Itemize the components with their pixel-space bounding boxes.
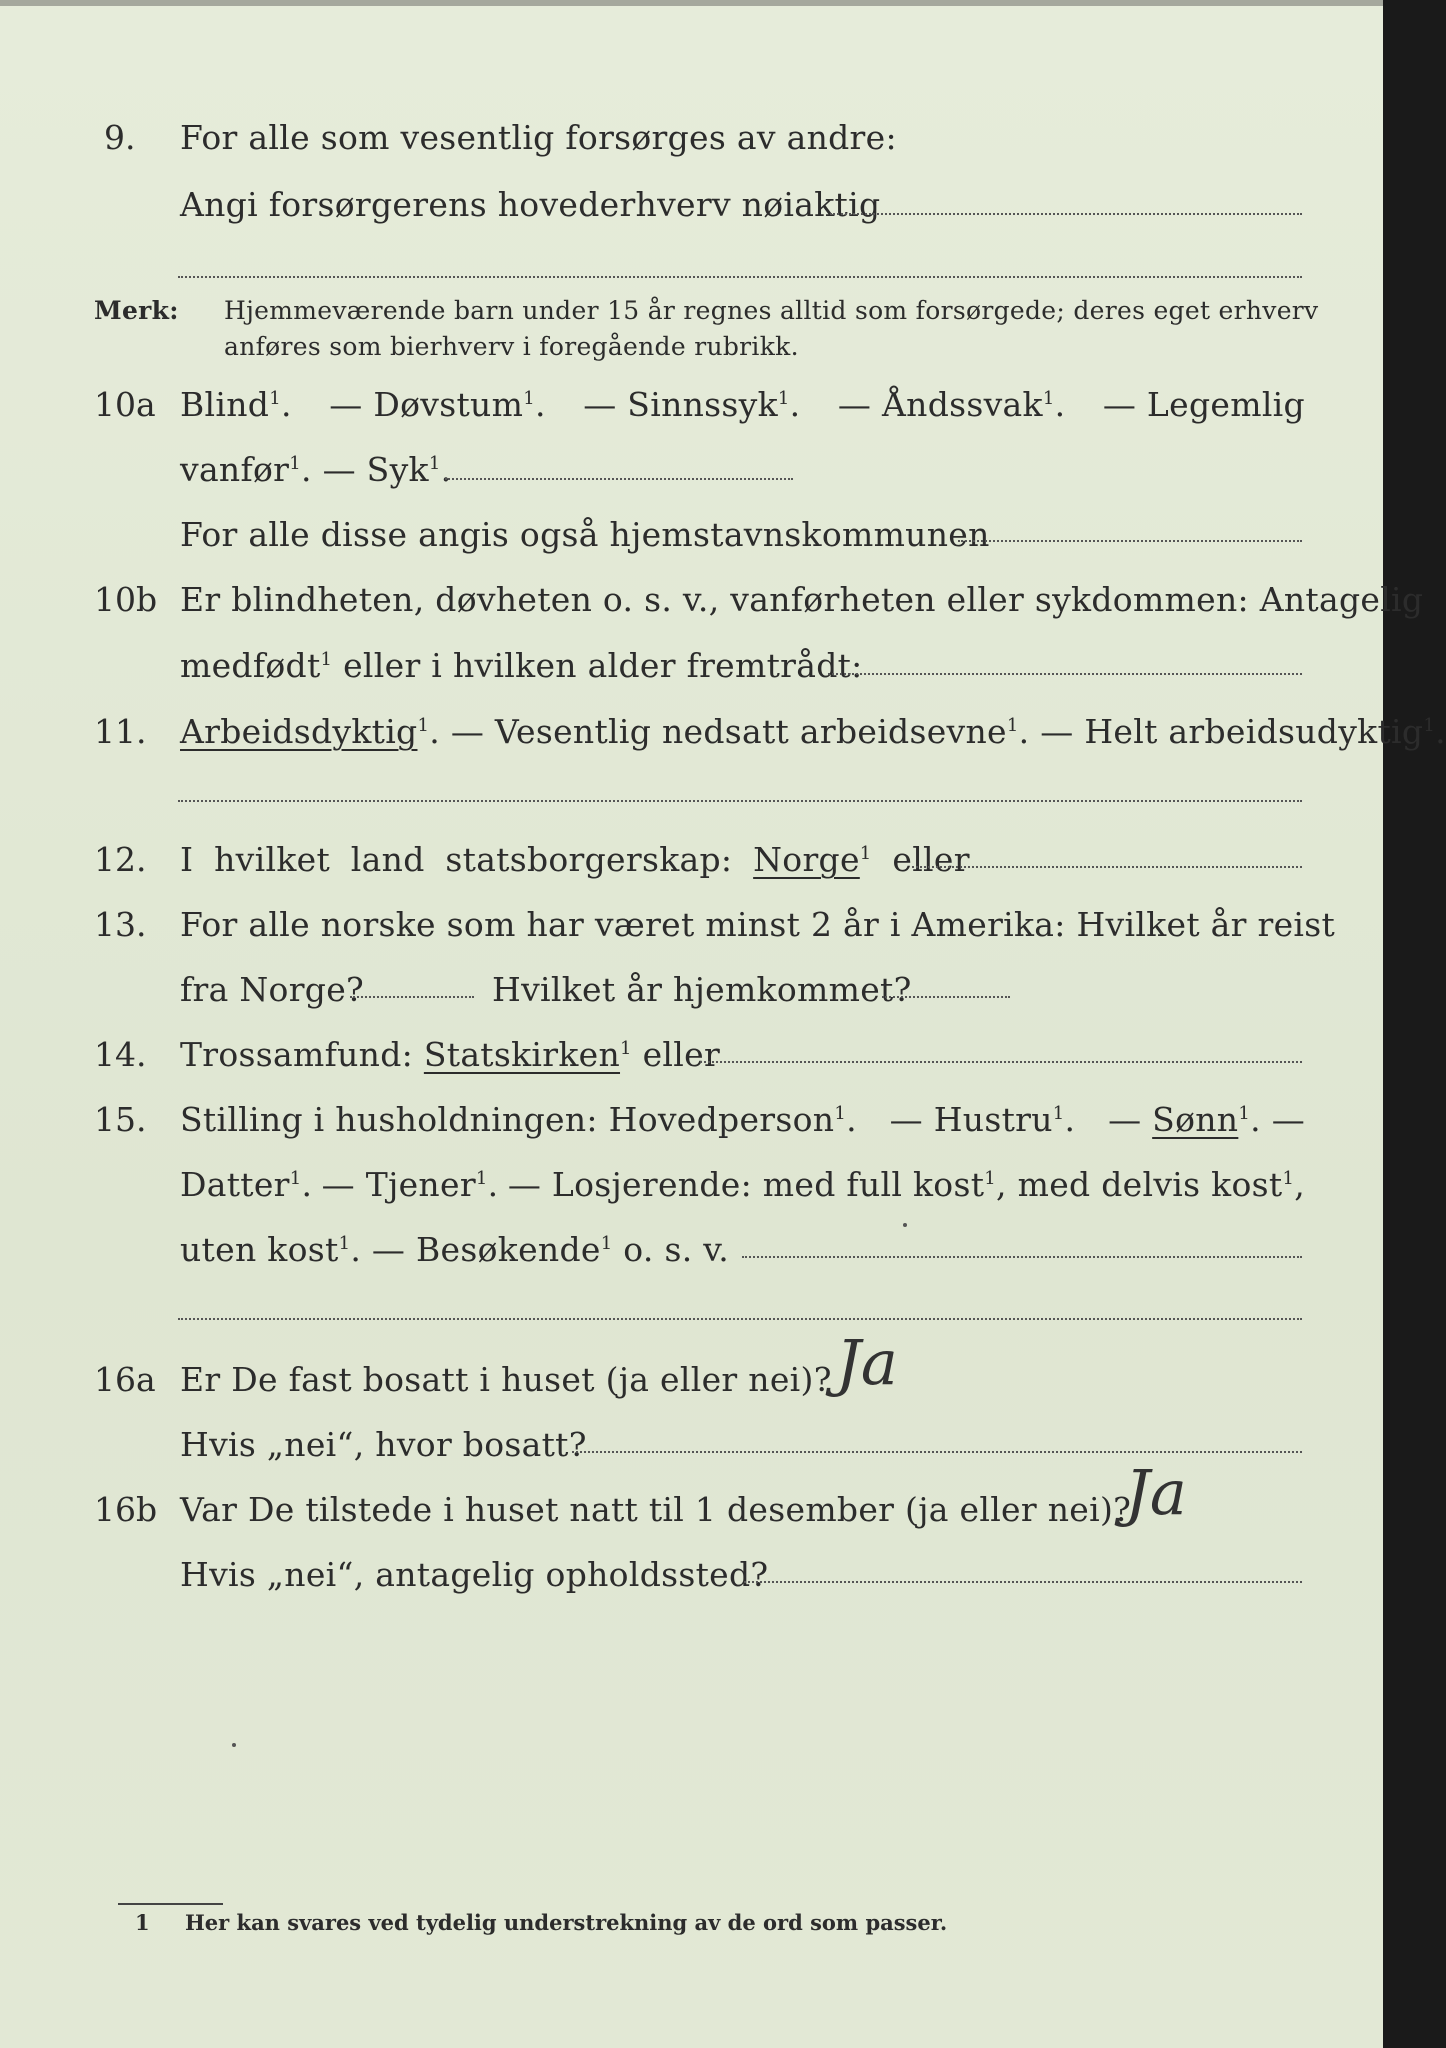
q16a-field[interactable] [572, 1451, 1302, 1453]
opt-delvis-kost[interactable]: , med delvis kost [996, 1165, 1283, 1204]
q9-number: 9. [104, 118, 136, 157]
q9-line1: For alle som vesentlig forsørges av andre: [180, 118, 897, 157]
opt-dovstum[interactable]: — Døvstum [329, 385, 524, 424]
opt-tjener[interactable]: — Tjener [321, 1165, 476, 1204]
q10a-syk-field[interactable] [445, 478, 793, 480]
merk-line2: anføres som bierhverv i foregående rubrikk. [224, 332, 799, 361]
q13-reist-field[interactable] [350, 996, 474, 998]
q16b-question: Var De tilstede i huset natt til 1 desember (ja eller nei)? [180, 1490, 1132, 1529]
q16b-hvis: Hvis „nei“, antagelig opholdssted? [180, 1555, 769, 1594]
paper-speck [232, 1743, 236, 1747]
opt-norge[interactable]: Norge [753, 840, 860, 879]
footnote-text: Her kan svares ved tydelig understrekning av de ord som passer. [184, 1910, 948, 1935]
opt-arbeidsdyktig[interactable]: Arbeidsdyktig [180, 712, 418, 751]
q15-number: 15. [94, 1100, 147, 1139]
q10a-line3: For alle disse angis også hjemstavnskommunen [180, 515, 990, 554]
paper-speck-2 [903, 1223, 907, 1227]
q13-number: 13. [94, 905, 147, 944]
merk-line1: Hjemmeværende barn under 15 år regnes alltid som forsørgede; deres eget erhverv [224, 296, 1319, 325]
q16a-question: Er De fast bosatt i huset (ja eller nei)? [180, 1360, 832, 1399]
q15-line3: uten kost$^1$. — Besøkende$^1$ o. s. v. [180, 1230, 730, 1269]
q12-number: 12. [94, 840, 147, 879]
opt-helt-udyktig[interactable]: — Helt arbeidsudyktig [1040, 712, 1424, 751]
q14-line: Trossamfund: Statskirken$^1$ eller [180, 1035, 721, 1074]
opt-hovedperson[interactable]: Stilling i husholdningen: Hovedperson [180, 1100, 835, 1139]
merk-label: Merk: [94, 296, 179, 325]
q15-line1: Stilling i husholdningen: Hovedperson$^1$. — Hustru$^1$. — Sønn$^1$. — [180, 1100, 1305, 1139]
q15-field[interactable] [742, 1256, 1302, 1258]
q11-field[interactable] [178, 800, 1302, 802]
q16a-hvis: Hvis „nei“, hvor bosatt? [180, 1425, 587, 1464]
q9-answer-field-2[interactable] [178, 276, 1302, 278]
opt-medfodt[interactable]: medfødt [180, 646, 321, 685]
opt-datter[interactable]: Datter [180, 1165, 290, 1204]
q10a-hjemstavn-field[interactable] [958, 540, 1302, 542]
q9-line2: Angi forsørgerens hovederhverv nøiaktig [180, 185, 881, 224]
q10b-number: 10b [94, 580, 158, 619]
q11-line: Arbeidsdyktig$^1$. — Vesentlig nedsatt arbeidsevne$^1$. — Helt arbeidsudyktig$^1$. [180, 712, 1446, 751]
opt-blind[interactable]: Blind [180, 385, 270, 424]
footnote-mark: 1 [135, 1910, 150, 1935]
footnote [135, 1910, 947, 1935]
q13-fra: fra Norge? [180, 970, 365, 1009]
q10b-line1: Er blindheten, døvheten o. s. v., vanførheten eller sykdommen: Antagelig [180, 580, 1424, 619]
footnote-rule [118, 1903, 223, 1905]
opt-uten-kost[interactable]: uten kost [180, 1230, 339, 1269]
q10a-line2: vanfør$^1$. — Syk$^1$. [180, 450, 452, 489]
q13-line1: For alle norske som har været minst 2 år i Amerika: Hvilket år reist [180, 905, 1336, 944]
q14-number: 14. [94, 1035, 147, 1074]
opt-hustru[interactable]: — Hustru [889, 1100, 1053, 1139]
scan-edge [0, 0, 1383, 6]
opt-besokende[interactable]: — Besøkende [371, 1230, 601, 1269]
opt-sinnssyk[interactable]: — Sinnssyk [583, 385, 778, 424]
opt-vanfor[interactable]: vanfør [180, 450, 290, 489]
q9-answer-field[interactable] [830, 213, 1302, 215]
q14-field[interactable] [700, 1061, 1302, 1063]
q11-number: 11. [94, 712, 147, 751]
q13-hjem-field[interactable] [882, 996, 1010, 998]
q16a-handwritten-answer[interactable]: Ja [836, 1326, 898, 1399]
q15-field-2[interactable] [178, 1318, 1302, 1320]
opt-statskirken[interactable]: Statskirken [423, 1035, 621, 1074]
q10a-line1: Blind$^1$. — Døvstum$^1$. — Sinnssyk$^1$. — Åndssvak$^1$. — Legemlig [180, 385, 1305, 424]
q16b-number: 16b [94, 1490, 158, 1529]
opt-legemlig[interactable]: — Legemlig [1102, 385, 1305, 424]
q12-line: I hvilket land statsborgerskap: Norge$^1$ eller [180, 840, 970, 879]
q16b-handwritten-answer[interactable]: Ja [1125, 1456, 1187, 1529]
q15-line2: Datter$^1$. — Tjener$^1$. — Losjerende: med full kost$^1$, med delvis kost$^1$, [180, 1165, 1305, 1204]
opt-syk[interactable]: — Syk [322, 450, 429, 489]
opt-andssvak[interactable]: — Åndssvak [837, 385, 1043, 424]
opt-full-kost[interactable]: — Losjerende: med full kost [507, 1165, 985, 1204]
q16a-number: 16a [94, 1360, 156, 1399]
q10b-line2: medfødt$^1$ eller i hvilken alder fremtrådt: [180, 646, 863, 685]
q13-hjem: Hvilket år hjemkommet? [492, 970, 912, 1009]
q12-field[interactable] [912, 866, 1302, 868]
opt-nedsatt[interactable]: — Vesentlig nedsatt arbeidsevne [450, 712, 1007, 751]
q10b-alder-field[interactable] [828, 673, 1302, 675]
q16b-field[interactable] [744, 1581, 1302, 1583]
opt-sonn[interactable]: Sønn [1152, 1100, 1239, 1139]
q10a-number: 10a [94, 385, 156, 424]
